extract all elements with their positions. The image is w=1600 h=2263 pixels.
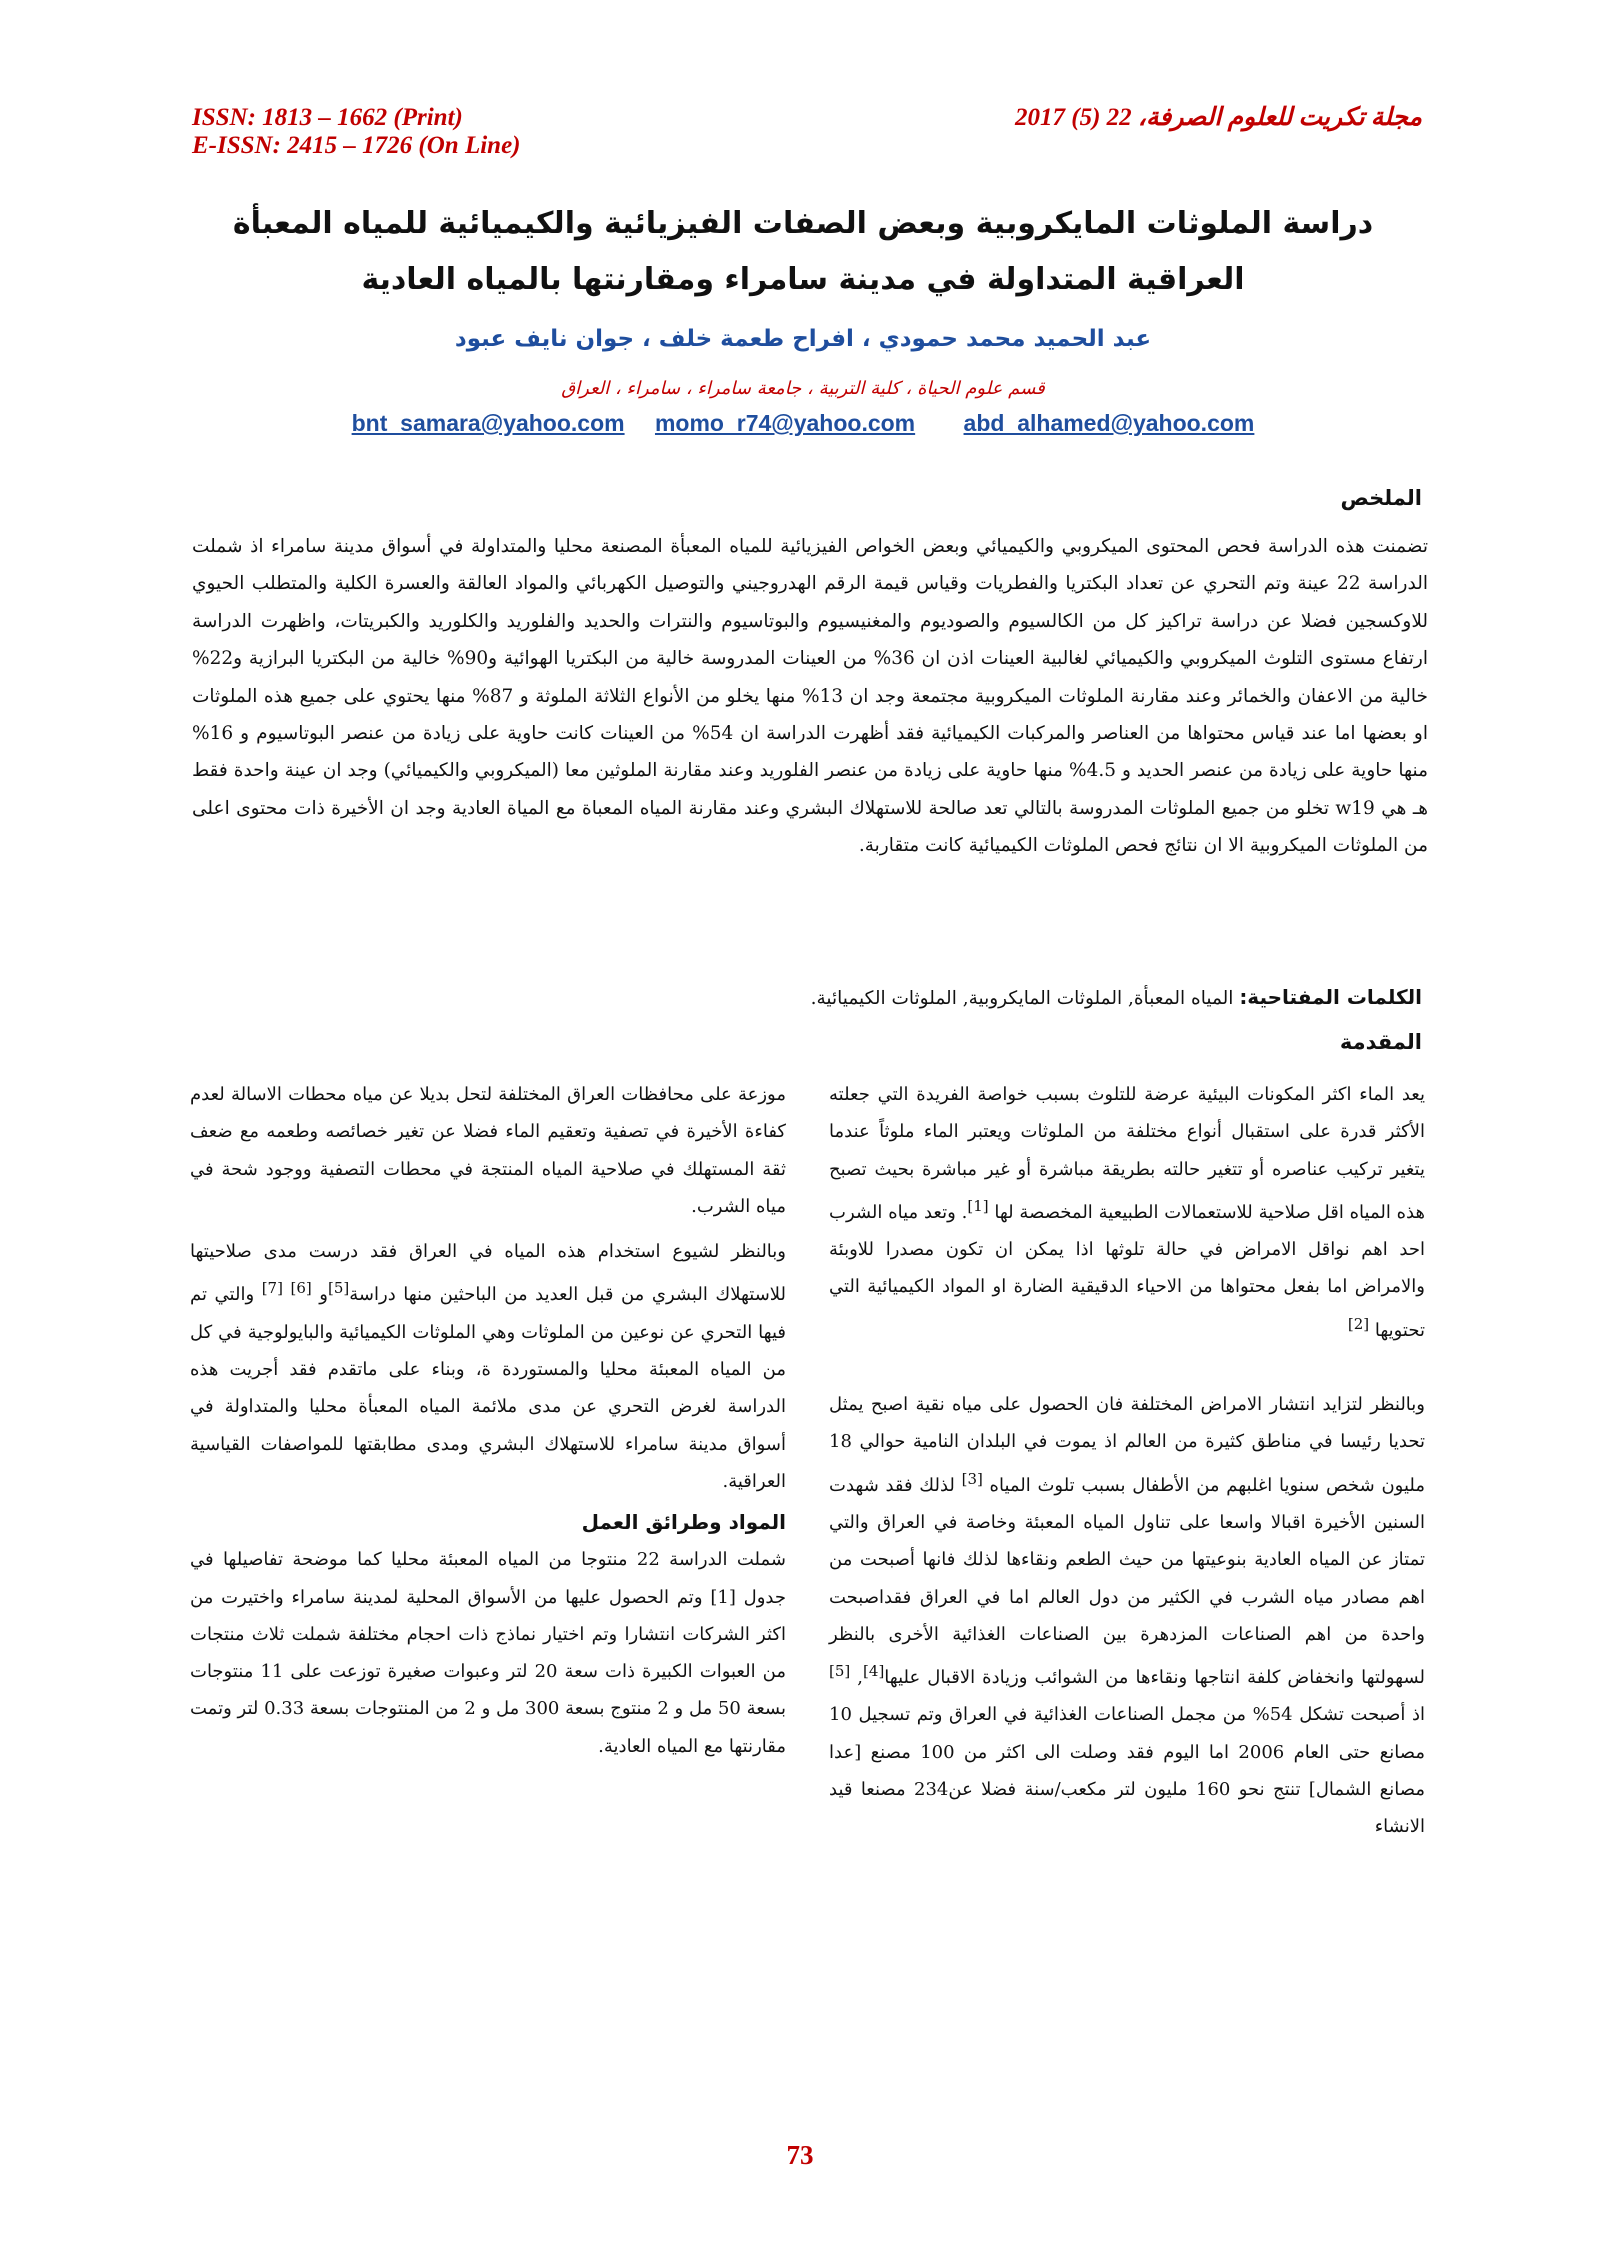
email-link-1[interactable]: bnt_samara@yahoo.com xyxy=(351,410,625,436)
intro-p2-text-b: لذلك فقد شهدت السنين الأخيرة اقبالا واسعا على تناول المياه المعبئة وخاصة في العراق والتي تمتاز عن المياه العادية بنوعيتها من حيث الطعم ونقاءها لذلك فانها أصبحت من اهم مصادر مياه الشرب في الكثير من دول العالم اما في العراق فقداصبحت واحدة من اهم الصناعات المزدهرة بين الصناعات الغذائية الأخرى بالنظر لسهولتها وانخفاض كلفة انتاجها ونقاءها من الشوائب وزيادة الاقبال عليها xyxy=(829,1474,1425,1689)
column-left xyxy=(190,1076,786,1765)
keywords-label: الكلمات المفتاحية: xyxy=(1239,985,1422,1009)
methods-heading: المواد وطرائق العمل xyxy=(581,1510,786,1535)
intro-paragraph-3: موزعة على محافظات العراق المختلفة لتحل بديلا عن مياه محطات الاسالة لعدم كفاءة الأخيرة في تصفية وتعقيم الماء فضلا عن تغير خصائصه وطعمه مع ضعف ثقة المستهلك في صلاحية المياه المنتجة في محطات التصفية ووجود شحة في مياه الشرب. xyxy=(190,1084,786,1217)
citation-2: [2] xyxy=(1347,1314,1370,1333)
email-link-2[interactable]: momo_r74@yahoo.com xyxy=(654,410,916,436)
citation-4: [4] xyxy=(863,1662,885,1681)
intro-p4-text-b: والتي تم فيها التحري عن نوعين من الملوثات وهي الملوثات الكيميائية والبايولوجية في كل من المياه المعبئة محليا والمستوردة ة، وبناء على ماتقدم فقد أجريت هذه الدراسة لغرض التحري عن مدى ملائمة المياه المعبأة محليا والمتداولة في أسواق مدينة سامراء للاستهلاك البشري ومدى مطابقتها للمواصفات القياسية العراقية. xyxy=(190,1284,786,1492)
intro-p2-text-c: اذ أصبحت تشكل 54% من مجمل الصناعات الغذائية في العراق وتم تسجيل 10 مصانع حتى العام 2006 اما اليوم فقد وصلت الى اكثر من 100 مصنع [عدا مصانع الشمال] تنتج نحو 160 مليون لتر مكعب/سنة فضلا عن234 مصنعا قيد الانشاء xyxy=(829,1704,1425,1838)
author-emails xyxy=(190,410,1416,437)
abstract-heading: الملخص xyxy=(1340,486,1422,510)
citation-5: [5] xyxy=(829,1662,851,1681)
citation-3: [3] xyxy=(961,1469,983,1488)
citation-6: [6] xyxy=(290,1279,312,1298)
introduction-heading: المقدمة xyxy=(1339,1030,1422,1054)
page-number: 73 xyxy=(786,2140,814,2170)
intro-p1-text-a: يعد الماء اكثر المكونات البيئية عرضة للتلوث بسبب خواصة الفريدة التي جعلته الأكثر قدرة على استقبال أنواع مختلفة من الملوثات ويعتبر الماء ملوثاً عندما يتغير تركيب عناصره أو تتغير حالته بطريقة مباشرة أو غير مباشرة بحيث تصبح هذه المياه اقل صلاحية للاستعمالات الطبيعية المخصصة لها xyxy=(829,1084,1425,1223)
intro-paragraph-2: وبالنظر لتزايد انتشار الامراض المختلفة فان الحصول على مياه نقية اصبح يمثل تحديا رئيسا في مناطق كثيرة من العالم اذ يموت في البلدان النامية حوالي 18 مليون شخص سنويا اغلبهم من الأطفال بسبب تلوث المياه [3] لذلك فقد شهدت السنين الأخيرة اقبالا واسعا على تناول المياه المعبئة وخاصة في العراق والتي تمتاز عن المياه العادية بنوعيتها من حيث الطعم ونقاءها لذلك فانها أصبحت من اهم مصادر مياه الشرب في الكثير من دول العالم اما في العراق فقداصبحت واحدة من اهم الصناعات المزدهرة بين الصناعات الغذائية الأخرى بالنظر لسهولتها وانخفاض كلفة انتاجها ونقاءها من الشوائب وزيادة الاقبال عليها[4], [5] اذ أصبحت تشكل 54% من مجمل الصناعات الغذائية في العراق وتم تسجيل 10 مصانع حتى العام 2006 اما اليوم فقد وصلت الى اكثر من 100 مصنع [عدا مصانع الشمال] تنتج نحو 160 مليون لتر مكعب/سنة فضلا عن234 مصنعا قيد الانشاء xyxy=(829,1394,1425,1838)
citation-1: [1] xyxy=(967,1196,989,1215)
intro-p1-text-b: . وتعد مياه الشرب احد اهم نواقل الامراض في حالة تلوثها اذا يمكن ان تكون مصدرا للاوبئة والامراض اما بفعل محتواها من الاحياء الدقيقية الضارة او المواد الكيميائية التي تحتويها xyxy=(829,1201,1425,1341)
column-right xyxy=(829,1076,1425,1846)
intro-p4-and: و xyxy=(311,1284,328,1306)
issn-block xyxy=(192,104,521,160)
email-link-3[interactable]: abd_alhamed@yahoo.com xyxy=(963,410,1255,436)
intro-paragraph-4 xyxy=(190,1233,786,1500)
issn-online: E-ISSN: 2415 – 1726 (On Line) xyxy=(192,132,521,159)
paper-title: دراسة الملوثات المايكروبية وبعض الصفات الفيزيائية والكيميائية للمياه المعبأة العراقية المتداولة في مدينة سامراء ومقارنتها بالمياه العادية xyxy=(232,206,1374,297)
affiliation: قسم علوم الحياة ، كلية التربية ، جامعة سامراء ، سامراء ، العراق xyxy=(561,378,1045,399)
authors: عبد الحميد محمد حمودي ، افراح طعمة خلف ، جوان نايف عبود xyxy=(454,326,1152,352)
intro-p4-text-a: وبالنظر لشيوع استخدام هذه المياه في العراق فقد درست مدى صلاحيتها للاستهلاك البشري من قبل العديد من الباحثين منها دراسة xyxy=(190,1241,786,1306)
intro-p2-text-a: وبالنظر لتزايد انتشار الامراض المختلفة فان الحصول على مياه نقية اصبح يمثل تحديا رئيسا في مناطق كثيرة من العالم اذ يموت في البلدان النامية حوالي 18 مليون شخص سنويا اغلبهم من الأطفال بسبب تلوث المياه xyxy=(829,1394,1425,1496)
abstract-text: تضمنت هذه الدراسة فحص المحتوى الميكروبي والكيميائي وبعض الخواص الفيزيائية للمياه المعبأة المصنعة محليا والمتداولة في أسواق مدينة سامراء اذ شملت الدراسة 22 عينة وتم التحري عن تعداد البكتريا والفطريات وقياس قيمة الرقم الهدروجيني والتوصيل الكهربائي والمواد العالقة والعسرة الكلية والمتطلب الحيوي للاوكسجين فضلا عن دراسة تراكيز كل من الكالسيوم والصوديوم والمغنيسيوم والبوتاسيوم والنترات والحديد والفلوريد والكلوريد والكبريتات، واظهرت الدراسة ارتفاع مستوى التلوث الميكروبي والكيميائي لغالبية العينات اذن ان 36% من العينات المدروسة خالية من البكتريا الهوائية و90% خالية من البكتريا البرازية و22% خالية من الاعفان والخمائر وعند مقارنة الملوثات الميكروبية مجتمعة وجد ان 13% منها يخلو من الأنواع الثلاثة الملوثة و 87% منها يحتوي على جميع هذه الملوثات او بعضها اما عند قياس محتواها من العناصر والمركبات الكيميائية فقد أظهرت الدراسة ان 54% من العينات كانت حاوية على زيادة من عنصر البوتاسيوم و 16% منها حاوية على زيادة من عنصر الحديد و 4.5% منها حاوية على زيادة من عنصر الفلوريد وعند مقارنة الملوثين معا (الميكروبي والكيميائي) وجد ان عينة واحدة فقط هـ هي w19 تخلو من جميع الملوثات المدروسة بالتالي تعد صالحة للاستهلاك البشري وعند مقارنة المياه المعباة مع المياة العادية وجد ان الأخيرة ذات محتوى اعلى من الملوثات الميكروبية الا ان نتائج فحص الملوثات الكيميائية كانت متقاربة. xyxy=(192,536,1428,857)
keywords-text: المياه المعبأة, الملوثات المايكروبية, الملوثات الكيميائية. xyxy=(810,988,1240,1009)
journal-reference: مجلة تكريت للعلوم الصرفة، 22 (5) 2017 xyxy=(1014,104,1422,131)
methods-paragraph: شملت الدراسة 22 منتوجا من المياه المعبئة محليا كما موضحة تفاصيلها في جدول [1] وتم الحصول عليها من الأسواق المحلية لمدينة سامراء واختيرت من اكثر الشركات انتشارا وتم اختيار نماذج ذات احجام مختلفة شملت ثلاث منتجات من العبوات الكبيرة ذات سعة 20 لتر وعبوات صغيرة توزعت على 11 منتوجات بسعة 50 مل و 2 منتوج بسعة 300 مل و 2 من المنتوجات بسعة 0.33 لتر وتمت مقارنتها مع المياه العادية. xyxy=(190,1549,787,1757)
intro-paragraph-1 xyxy=(829,1076,1425,1349)
keywords xyxy=(186,985,1422,1009)
citation-5b: [5] xyxy=(328,1279,350,1298)
issn-print: ISSN: 1813 – 1662 (Print) xyxy=(192,104,463,131)
citation-7: [7] xyxy=(261,1279,283,1298)
